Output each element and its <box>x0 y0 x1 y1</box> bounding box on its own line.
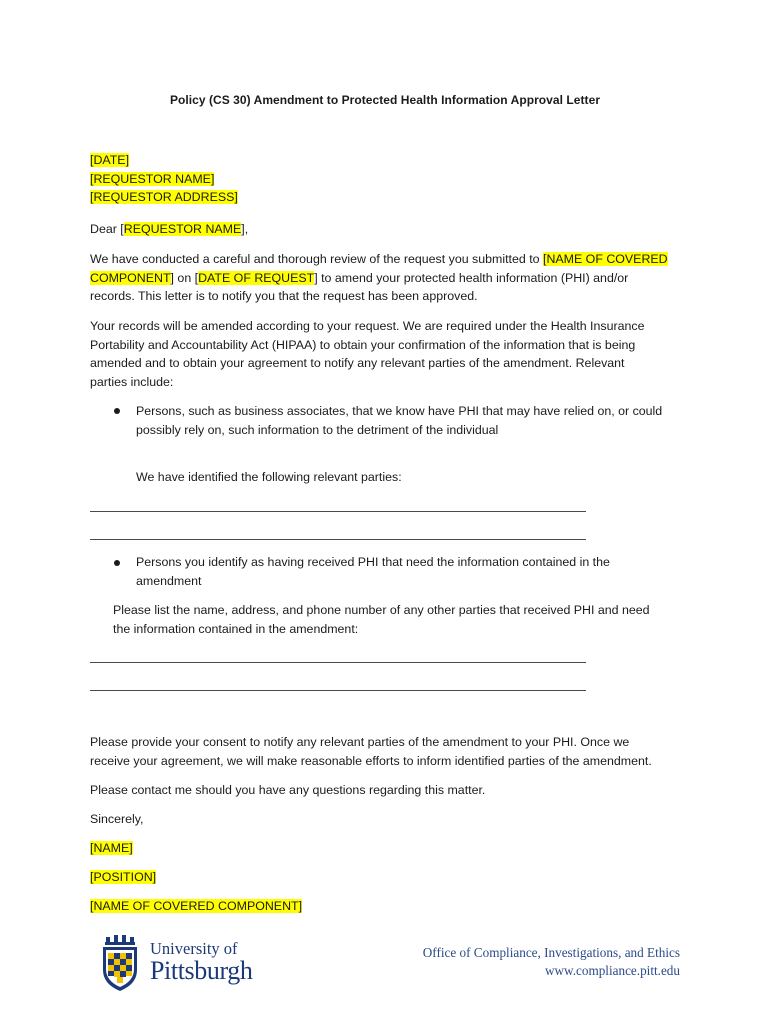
signature-position: [POSITION] <box>90 870 157 884</box>
paragraph-amendment: Your records will be amended according to your request. We are required under the Health Insurance Portability and Accountability Act (HIPAA) to obtain your confirmation of the information that is being amended and to obtain your agreement to notify any relevant parties of the amendment. Relevant parties include: <box>90 319 645 389</box>
requestor-address-placeholder: [REQUESTOR ADDRESS] <box>90 190 238 204</box>
identified-parties-label: We have identified the following relevant parties: <box>136 470 402 484</box>
office-info <box>423 944 680 980</box>
covered-component-placeholder: [NAME OF COVERED <box>543 252 668 266</box>
signature-component: [NAME OF COVERED COMPONENT] <box>90 899 303 913</box>
signature-name: [NAME] <box>90 841 133 855</box>
blank-line[interactable] <box>90 511 586 512</box>
date-of-request-placeholder: DATE OF REQUEST <box>198 270 315 285</box>
header-block <box>90 151 690 207</box>
paragraph-consent: Please provide your consent to notify any relevant parties of the amendment to your PHI. Once we receive your agreement, we will make reasonable efforts to inform identified parties of the amendment. <box>90 735 652 768</box>
bullet-icon <box>114 408 120 414</box>
letter-title: Policy (CS 30) Amendment to Protected Health Information Approval Letter <box>169 93 601 107</box>
contact-sentence: Please contact me should you have any questions regarding this matter. <box>90 783 486 797</box>
bullet-icon <box>114 560 120 566</box>
bullet-persons-you-identify: Persons you identify as having received PHI that need the information contained in the amendment <box>136 555 610 588</box>
blank-line[interactable] <box>90 690 586 691</box>
please-list-instruction: Please list the name, address, and phone number of any other parties that received PHI and need the information contained in the amendment: <box>113 603 650 636</box>
closing: Sincerely, <box>90 812 144 826</box>
salutation-name: REQUESTOR NAME <box>123 222 242 236</box>
office-name: Office of Compliance, Investigations, and Ethics <box>422 945 680 960</box>
paragraph-review: We have conducted a careful and thorough review of the request you submitted to [NAME OF COVERED COMPONENT] on [DATE OF REQUEST] to amend your protected health information (PHI) and/or records. This letter is to notify you that the request has been approved. <box>90 252 668 303</box>
salutation: Dear [REQUESTOR NAME], <box>90 222 249 236</box>
logo-university-of: University of <box>150 939 238 958</box>
office-website-link[interactable]: www.compliance.pitt.edu <box>544 963 680 978</box>
date-placeholder: [DATE] <box>90 153 130 167</box>
blank-line[interactable] <box>90 662 586 663</box>
bullet-business-associates: Persons, such as business associates, that we know have PHI that may have relied on, or could possibly rely on, such information to the detriment of the individual <box>136 404 663 437</box>
blank-line[interactable] <box>90 539 586 540</box>
logo-pittsburgh: Pittsburgh <box>150 956 253 985</box>
requestor-name-placeholder: [REQUESTOR NAME] <box>90 171 215 186</box>
